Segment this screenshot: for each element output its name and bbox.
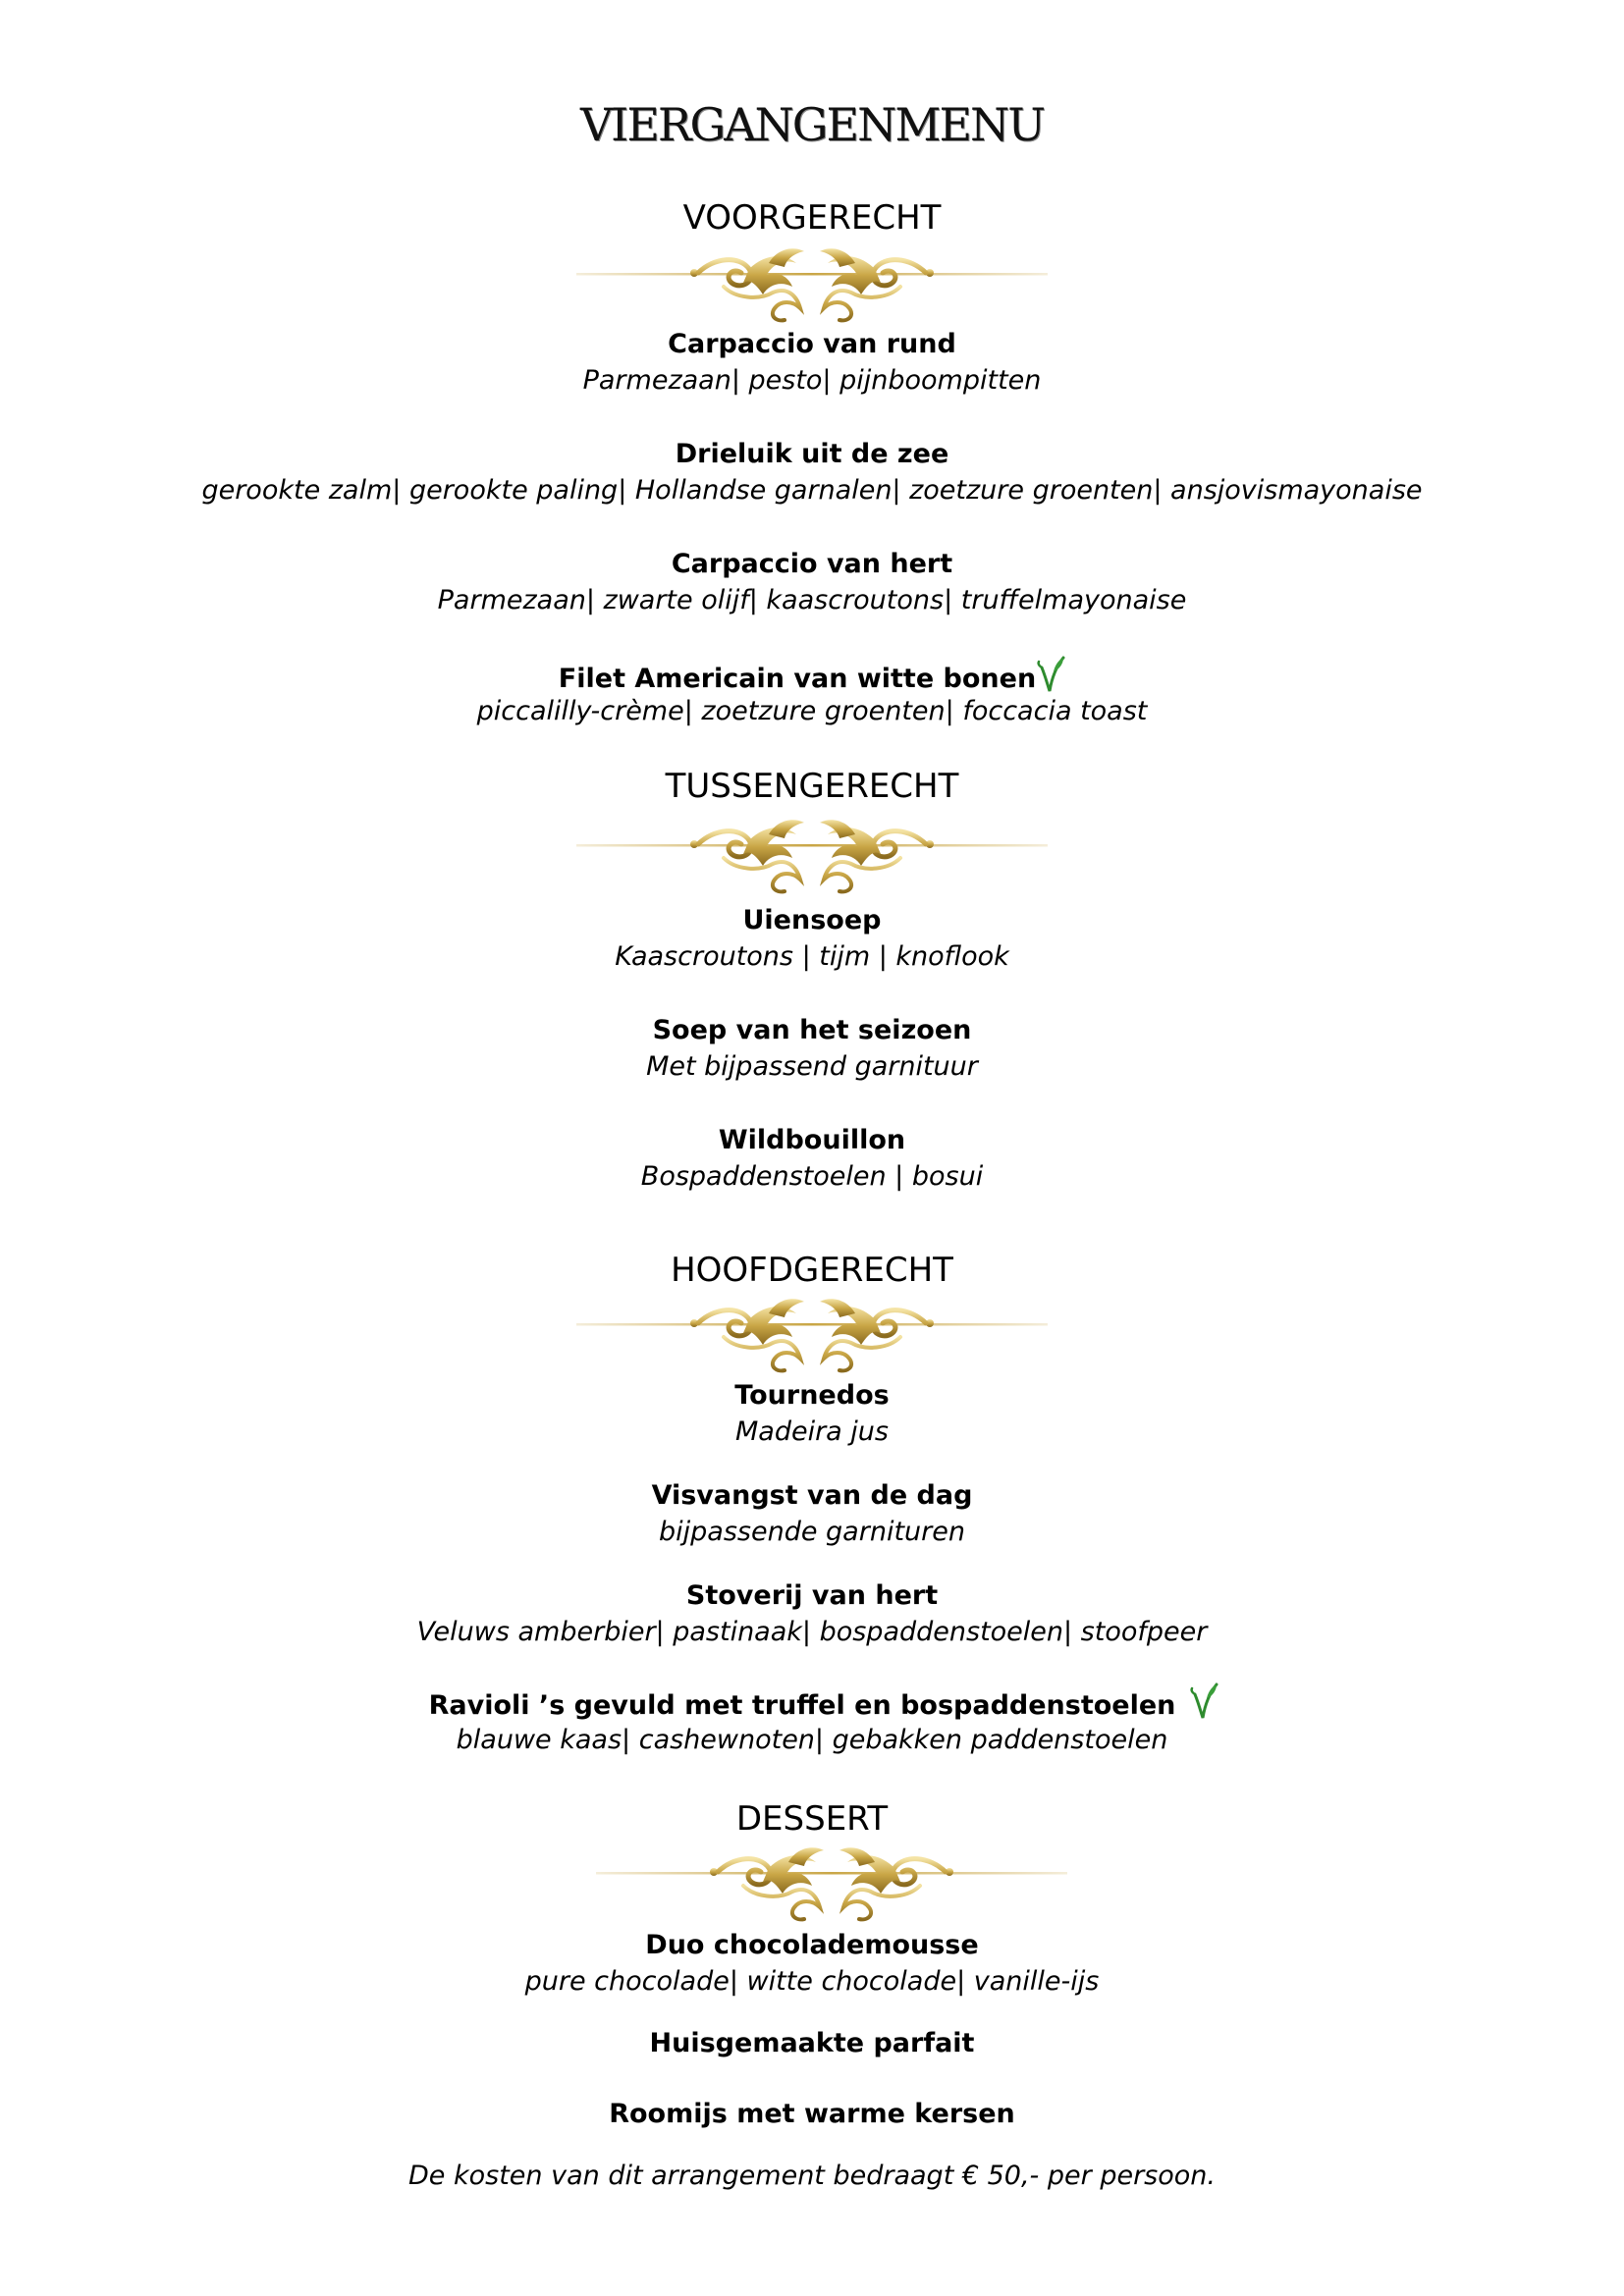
dish-row-vegan — [0, 656, 1624, 694]
dish-name: Ravioli ’s gevuld met truffel en bospaddenstoelen — [428, 1690, 1176, 1721]
dish-name: Soep van het seizoen — [652, 1015, 972, 1045]
dish-description: pure chocolade| witte chocolade| vanille-ijs — [524, 1966, 1100, 1997]
section-title-tussengerecht: TUSSENGERECHT — [665, 767, 959, 806]
dish-description: blauwe kaas| cashewnoten| gebakken paddenstoelen — [456, 1725, 1168, 1755]
vegan-leaf-icon — [1036, 656, 1065, 693]
section-title-dessert: DESSERT — [735, 1799, 889, 1839]
dish-name: Tournedos — [734, 1380, 890, 1411]
dish-description: bijpassende garnituren — [659, 1517, 965, 1547]
dish-description: Veluws amberbier| pastinaak| bospaddenstoelen| stoofpeer — [416, 1617, 1208, 1647]
dish-name: Filet Americain van witte bonen — [558, 664, 1037, 694]
dish-name: Drieluik uit de zee — [675, 439, 949, 469]
gold-ornament-divider — [596, 1842, 1067, 1923]
dish-description: gerookte zalm| gerookte paling| Hollandse garnalen| zoetzure groenten| ansjovismayonaise — [201, 475, 1423, 506]
dish-name: Roomijs met warme kersen — [609, 2099, 1015, 2129]
dish-description: Met bijpassend garnituur — [646, 1051, 978, 1082]
gold-ornament-divider — [574, 1294, 1050, 1374]
dish-name: Wildbouillon — [718, 1125, 906, 1155]
dish-row-vegan — [12, 1682, 1624, 1721]
gold-ornament-divider — [576, 243, 1048, 324]
dish-description: Madeira jus — [734, 1416, 889, 1447]
dish-name: Visvangst van de dag — [651, 1480, 973, 1511]
price-footer: De kosten van dit arrangement bedraagt € 50,- per persoon. — [408, 2161, 1216, 2191]
dish-name: Carpaccio van rund — [668, 329, 956, 359]
dish-description: Bospaddenstoelen | bosui — [640, 1161, 984, 1192]
dish-name: Stoverij van hert — [685, 1580, 939, 1611]
dish-name: Duo chocolademousse — [645, 1930, 979, 1960]
dish-name: Carpaccio van hert — [671, 549, 953, 579]
section-title-hoofdgerecht: HOOFDGERECHT — [671, 1251, 953, 1290]
dish-description: Kaascroutons | tijm | knoflook — [615, 941, 1009, 972]
menu-title: VIERGANGENMENU — [579, 98, 1045, 151]
dish-description: Parmezaan| pesto| pijnboompitten — [582, 365, 1042, 396]
dish-description: Parmezaan| zwarte olijf| kaascroutons| truffelmayonaise — [437, 585, 1187, 615]
vegan-leaf-icon — [1189, 1682, 1218, 1720]
gold-ornament-divider — [576, 815, 1048, 895]
dish-name: Huisgemaakte parfait — [649, 2028, 975, 2058]
section-title-voorgerecht: VOORGERECHT — [682, 198, 942, 238]
dish-name: Uiensoep — [742, 905, 882, 935]
dish-description: piccalilly-crème| zoetzure groenten| foccacia toast — [476, 696, 1148, 726]
